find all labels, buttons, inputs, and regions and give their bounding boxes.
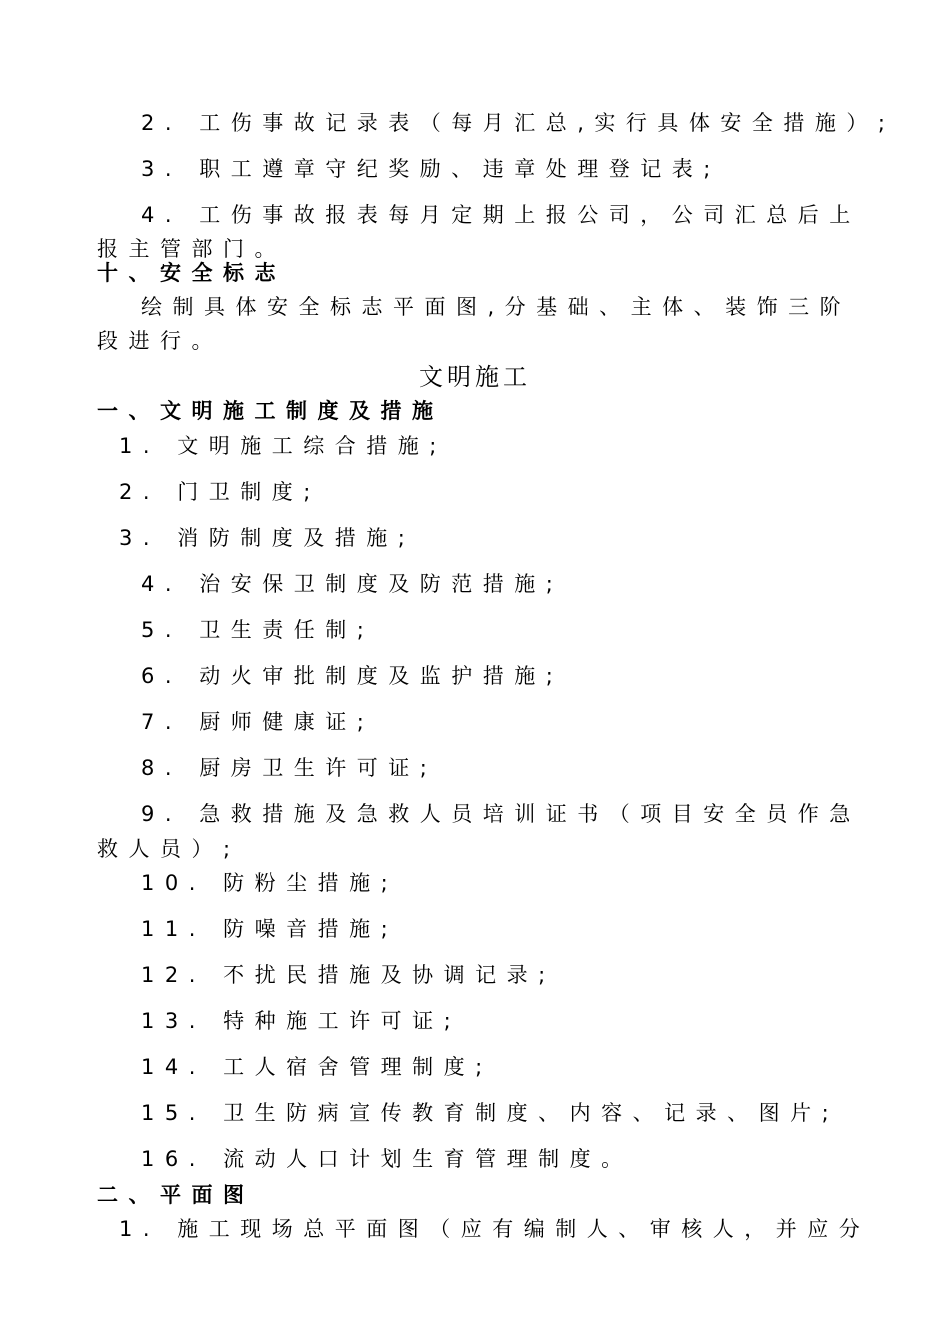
list-item: 10. 防粉尘措施; <box>141 871 399 895</box>
page-title: 文明施工 <box>419 363 531 391</box>
list-item: 14. 工人宿舍管理制度; <box>141 1055 493 1079</box>
list-item: 13. 特种施工许可证; <box>141 1009 462 1033</box>
list-item: 6. 动火审批制度及监护措施; <box>141 664 564 688</box>
list-item-continuation: 救人员）; <box>97 837 241 861</box>
list-item: 2. 门卫制度; <box>119 480 321 504</box>
section-heading: 十、安全标志 <box>97 261 286 285</box>
list-item: 11. 防噪音措施; <box>141 917 399 941</box>
list-item: 4. 治安保卫制度及防范措施; <box>141 572 564 596</box>
list-item-continuation: 报主管部门。 <box>97 237 286 261</box>
list-item: 1. 文明施工综合措施; <box>119 434 447 458</box>
list-item: 1. 施工现场总平面图（应有编制人、审核人，并应分 <box>119 1217 871 1241</box>
list-item: 5. 卫生责任制; <box>141 618 375 642</box>
section-heading: 二、平面图 <box>97 1183 255 1207</box>
list-item: 16. 流动人口计划生育管理制度。 <box>141 1147 633 1171</box>
section-heading: 一、文明施工制度及措施 <box>97 399 444 423</box>
list-item: 3. 职工遵章守纪奖励、违章处理登记表; <box>141 157 721 181</box>
list-item: 9. 急救措施及急救人员培训证书（项目安全员作急 <box>141 802 861 826</box>
list-item: 12. 不扰民措施及协调记录; <box>141 963 556 987</box>
list-item: 15. 卫生防病宣传教育制度、内容、记录、图片; <box>141 1101 840 1125</box>
list-item: 4. 工伤事故报表每月定期上报公司，公司汇总后上 <box>141 203 861 227</box>
paragraph-line: 绘制具体安全标志平面图,分基础、主体、装饰三阶 <box>141 295 852 319</box>
list-item: 3. 消防制度及措施; <box>119 526 416 550</box>
paragraph-line: 段进行。 <box>97 329 223 353</box>
list-item: 8. 厨房卫生许可证; <box>141 756 438 780</box>
list-item: 7. 厨师健康证; <box>141 710 375 734</box>
list-item: 2. 工伤事故记录表（每月汇总,实行具体安全措施）; <box>141 111 896 135</box>
